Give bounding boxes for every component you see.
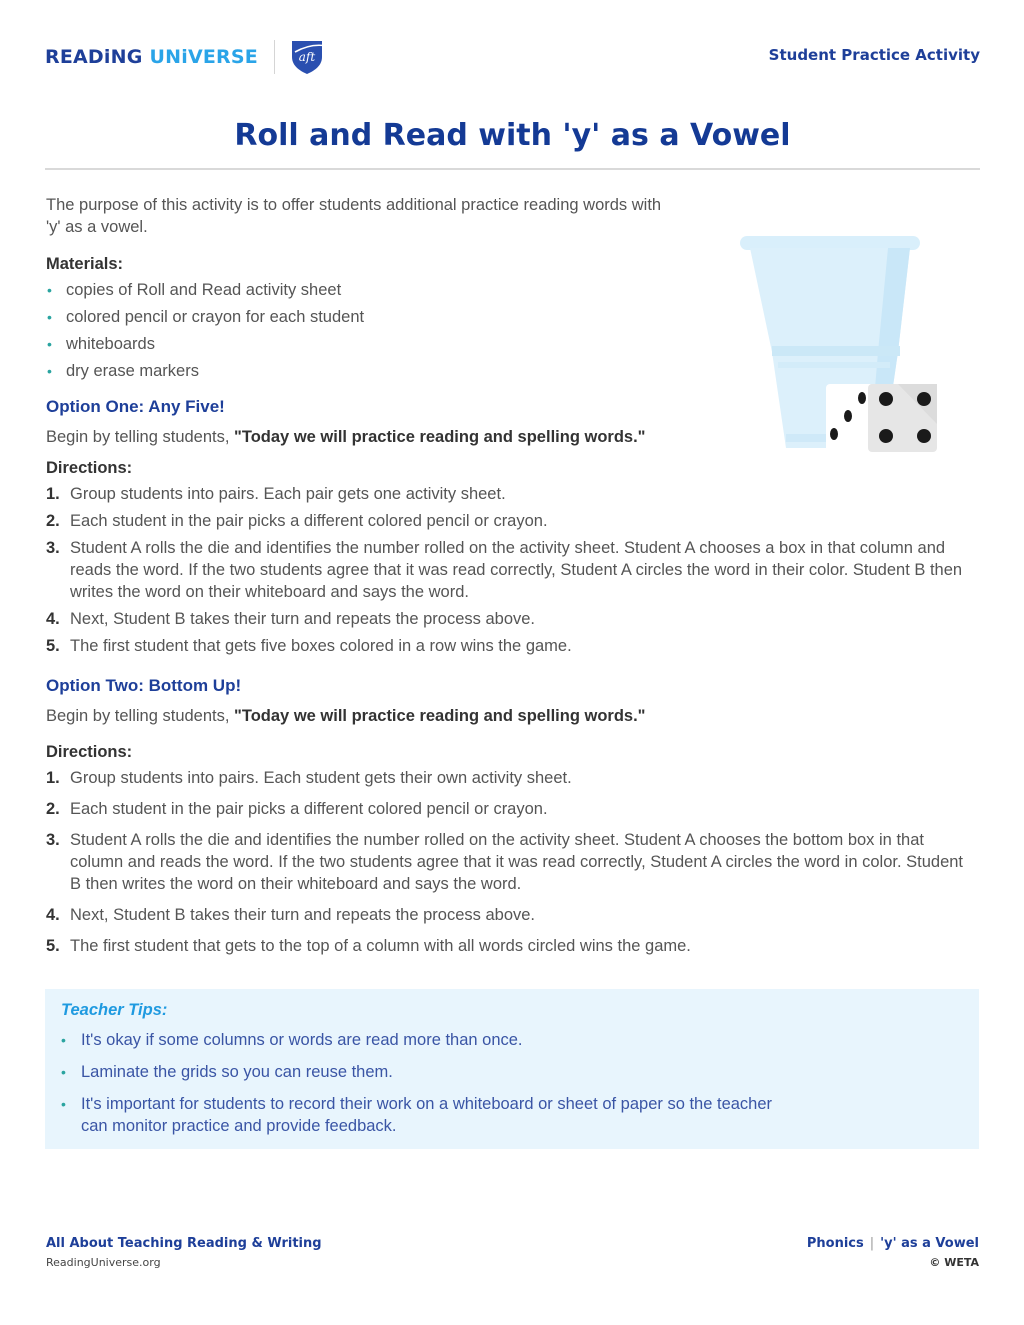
step-item: 4. Next, Student B takes their turn and repeats the process above. xyxy=(46,610,536,628)
footer-copyright: © WETA xyxy=(929,1256,979,1269)
footer-category: Phonics xyxy=(806,1236,864,1251)
logo-universe-text: UNiVERSE xyxy=(149,46,258,68)
option-one-steps xyxy=(46,483,966,657)
footer-topic: 'y' as a Vowel xyxy=(880,1236,979,1251)
footer-separator: | xyxy=(869,1236,875,1251)
option-two-directions-label: Directions: xyxy=(46,743,133,761)
logo-divider xyxy=(274,40,275,74)
title-divider xyxy=(45,168,980,170)
footer-tagline: All About Teaching Reading & Writing xyxy=(46,1236,322,1251)
step-item: 1. Group students into pairs. Each pair gets one activity sheet. xyxy=(46,485,506,503)
step-item: 3. Student A rolls the die and identifies the number rolled on the activity sheet. Student A chooses the bottom box in that column and reads the word. If the two students agree that it was read correctly, Student A circles the word in color. Student B then writes the word on their whiteboard and says the word. xyxy=(46,831,964,893)
tip-item: • Laminate the grids so you can reuse them. xyxy=(61,1063,393,1081)
option-two-section xyxy=(46,675,966,957)
materials-item: • whiteboards xyxy=(47,335,155,353)
materials-label: Materials: xyxy=(46,255,124,273)
bullet-icon: • xyxy=(47,282,52,298)
svg-text:aft: aft xyxy=(298,50,316,64)
bullet-icon: • xyxy=(47,336,52,352)
footer-website-link[interactable]: ReadingUniverse.org xyxy=(46,1256,161,1269)
bullet-icon: • xyxy=(61,1032,66,1048)
bullet-icon: • xyxy=(47,363,52,379)
aft-shield-icon xyxy=(289,39,329,75)
materials-item: • colored pencil or crayon for each student xyxy=(47,308,365,326)
bullet-icon: • xyxy=(61,1064,66,1080)
footer-topic-line xyxy=(807,1236,979,1251)
option-one-quote: "Today we will practice reading and spelling words." xyxy=(234,428,646,446)
page-title: Roll and Read with 'y' as a Vowel xyxy=(234,118,791,153)
main-content xyxy=(46,194,966,966)
step-item: 5. The first student that gets five boxes colored in a row wins the game. xyxy=(46,637,572,655)
step-item: 4. Next, Student B takes their turn and repeats the process above. xyxy=(46,906,536,924)
step-item: 1. Group students into pairs. Each student gets their own activity sheet. xyxy=(46,769,572,787)
option-two-heading: Option Two: Bottom Up! xyxy=(46,676,242,695)
reading-universe-logo xyxy=(45,40,329,74)
step-item: 3. Student A rolls the die and identifies the number rolled on the activity sheet. Student A chooses a box in that column and reads the word. If the two students agree that it was read correctly, Student A circles the word in their color. Student B then writes the word on their whiteboard and says the word. xyxy=(46,539,963,601)
footer-right xyxy=(807,1236,979,1269)
bullet-icon: • xyxy=(61,1096,66,1112)
option-one-directions-label: Directions: xyxy=(46,459,133,477)
bullet-icon: • xyxy=(47,309,52,325)
tip-item: • It's okay if some columns or words are read more than once. xyxy=(61,1031,523,1049)
tip-item: • It's important for students to record their work on a whiteboard or sheet of paper so the teacher can monitor practice and provide feedback. xyxy=(61,1095,773,1135)
option-two-steps xyxy=(46,767,966,957)
intro-paragraph: The purpose of this activity is to offer students additional practice reading words with 'y' as a vowel. xyxy=(46,196,662,236)
option-two-intro: Begin by telling students, "Today we will practice reading and spelling words." xyxy=(46,707,646,725)
step-item: 2. Each student in the pair picks a different colored pencil or crayon. xyxy=(46,512,548,530)
page-header xyxy=(45,36,980,76)
teacher-tips-box xyxy=(45,989,979,1149)
materials-list xyxy=(46,279,966,382)
option-one-intro: Begin by telling students, "Today we will practice reading and spelling words." xyxy=(46,428,646,446)
activity-type-label: Student Practice Activity xyxy=(768,46,980,64)
option-two-quote: "Today we will practice reading and spelling words." xyxy=(234,707,646,725)
footer-left xyxy=(46,1236,322,1269)
step-item: 5. The first student that gets to the top of a column with all words circled wins the game. xyxy=(46,937,691,955)
teacher-tips-title: Teacher Tips: xyxy=(61,1001,168,1019)
logo-reading-text: READiNG xyxy=(45,46,143,68)
materials-item: • copies of Roll and Read activity sheet xyxy=(47,281,342,299)
step-item: 2. Each student in the pair picks a different colored pencil or crayon. xyxy=(46,800,548,818)
option-one-heading: Option One: Any Five! xyxy=(46,397,225,416)
teacher-tips-list xyxy=(61,1029,801,1147)
materials-item: • dry erase markers xyxy=(47,362,199,380)
